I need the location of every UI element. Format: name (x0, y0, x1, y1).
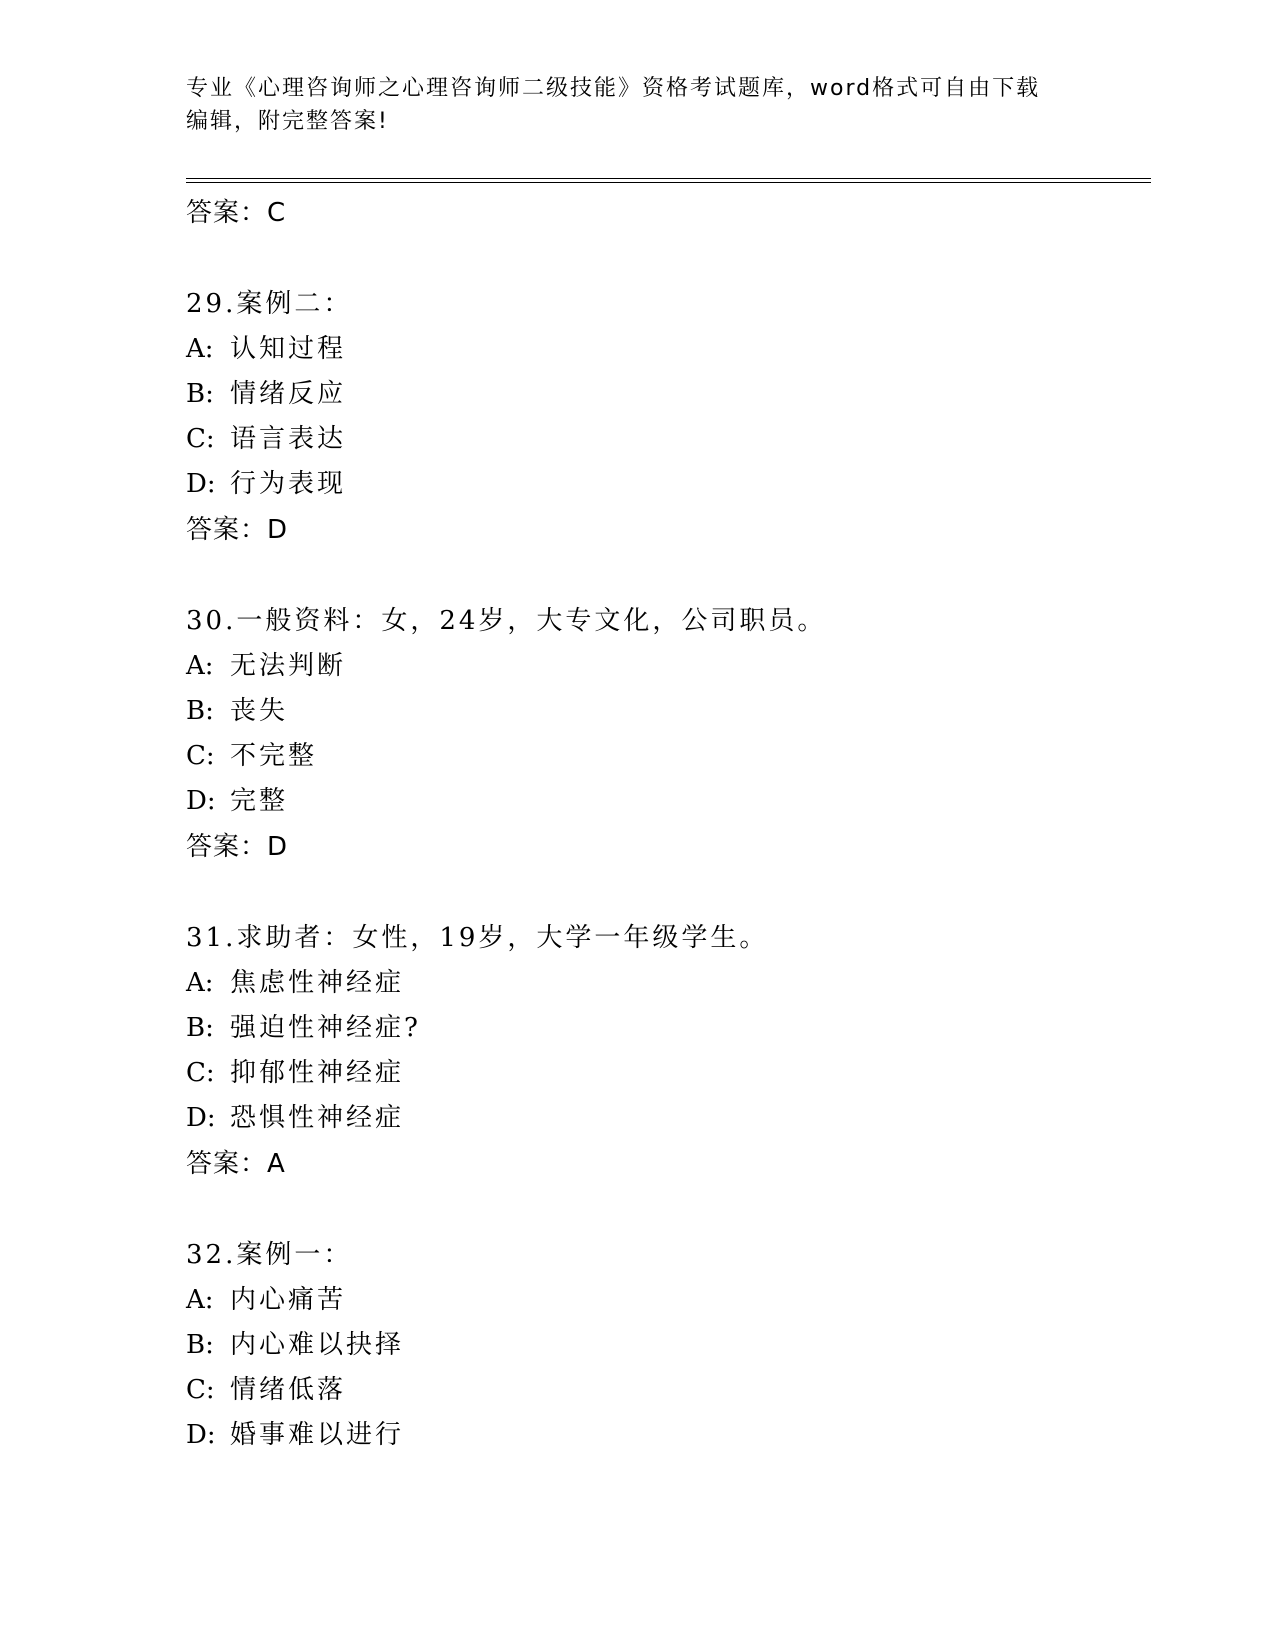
option-letter: D: (186, 469, 216, 499)
header-divider-top (186, 178, 1151, 179)
option-letter: D: (186, 786, 216, 816)
previous-answer: 答案：C (186, 198, 287, 228)
question-block (186, 281, 1146, 553)
option-c (186, 1051, 1146, 1096)
option-letter: A: (186, 1285, 214, 1315)
question-block (186, 598, 1146, 870)
header-divider-bottom (186, 182, 1151, 183)
option-text: 行为表现 (230, 469, 347, 499)
option-letter: B: (186, 379, 214, 409)
option-letter: C: (186, 1058, 215, 1088)
option-letter: A: (186, 968, 214, 998)
option-text: 完整 (230, 786, 289, 816)
option-letter: D: (186, 1103, 216, 1133)
question-list (186, 190, 1146, 1458)
option-text: 抑郁性神经症 (230, 1058, 405, 1088)
option-d (186, 462, 1146, 507)
question-stem: 32.案例一： (186, 1240, 353, 1270)
option-b (186, 1006, 1146, 1051)
option-text: 婚事难以进行 (230, 1420, 405, 1450)
option-text: 情绪反应 (230, 379, 347, 409)
option-b (186, 1323, 1146, 1368)
option-letter: B: (186, 1013, 214, 1043)
option-text: 焦虑性神经症 (230, 968, 405, 998)
question-stem: 30.一般资料：女，24岁，大专文化，公司职员。 (186, 606, 827, 636)
option-c (186, 417, 1146, 462)
option-c (186, 1368, 1146, 1413)
option-letter: C: (186, 424, 215, 454)
option-letter: B: (186, 696, 214, 726)
option-b (186, 689, 1146, 734)
answer-line: 答案：D (186, 832, 289, 862)
option-text: 恐惧性神经症 (230, 1103, 405, 1133)
option-text: 内心难以抉择 (230, 1330, 405, 1360)
question-block (186, 915, 1146, 1187)
option-letter: A: (186, 334, 214, 364)
option-text: 强迫性神经症? (230, 1013, 421, 1043)
question-stem: 29.案例二： (186, 289, 353, 319)
header-line-2: 编辑，附完整答案! (186, 109, 389, 134)
option-a (186, 327, 1146, 372)
question-block (186, 1232, 1146, 1458)
option-d (186, 1096, 1146, 1141)
option-d (186, 779, 1146, 824)
option-text: 内心痛苦 (230, 1285, 347, 1315)
option-d (186, 1413, 1146, 1458)
option-text: 无法判断 (230, 651, 347, 681)
option-c (186, 734, 1146, 779)
option-text: 丧失 (230, 696, 289, 726)
answer-line: 答案：A (186, 1149, 286, 1179)
option-a (186, 1278, 1146, 1323)
option-text: 情绪低落 (230, 1375, 347, 1405)
option-letter: A: (186, 651, 214, 681)
option-letter: C: (186, 741, 215, 771)
option-b (186, 372, 1146, 417)
option-letter: B: (186, 1330, 214, 1360)
option-text: 认知过程 (230, 334, 347, 364)
document-header (186, 72, 1086, 138)
question-stem: 31.求助者：女性，19岁，大学一年级学生。 (186, 923, 769, 953)
header-line-1: 专业《心理咨询师之心理咨询师二级技能》资格考试题库，word格式可自由下载 (186, 76, 1041, 101)
option-letter: C: (186, 1375, 215, 1405)
option-a (186, 644, 1146, 689)
answer-line: 答案：D (186, 515, 289, 545)
option-a (186, 961, 1146, 1006)
option-text: 语言表达 (230, 424, 347, 454)
option-letter: D: (186, 1420, 216, 1450)
option-text: 不完整 (230, 741, 318, 771)
